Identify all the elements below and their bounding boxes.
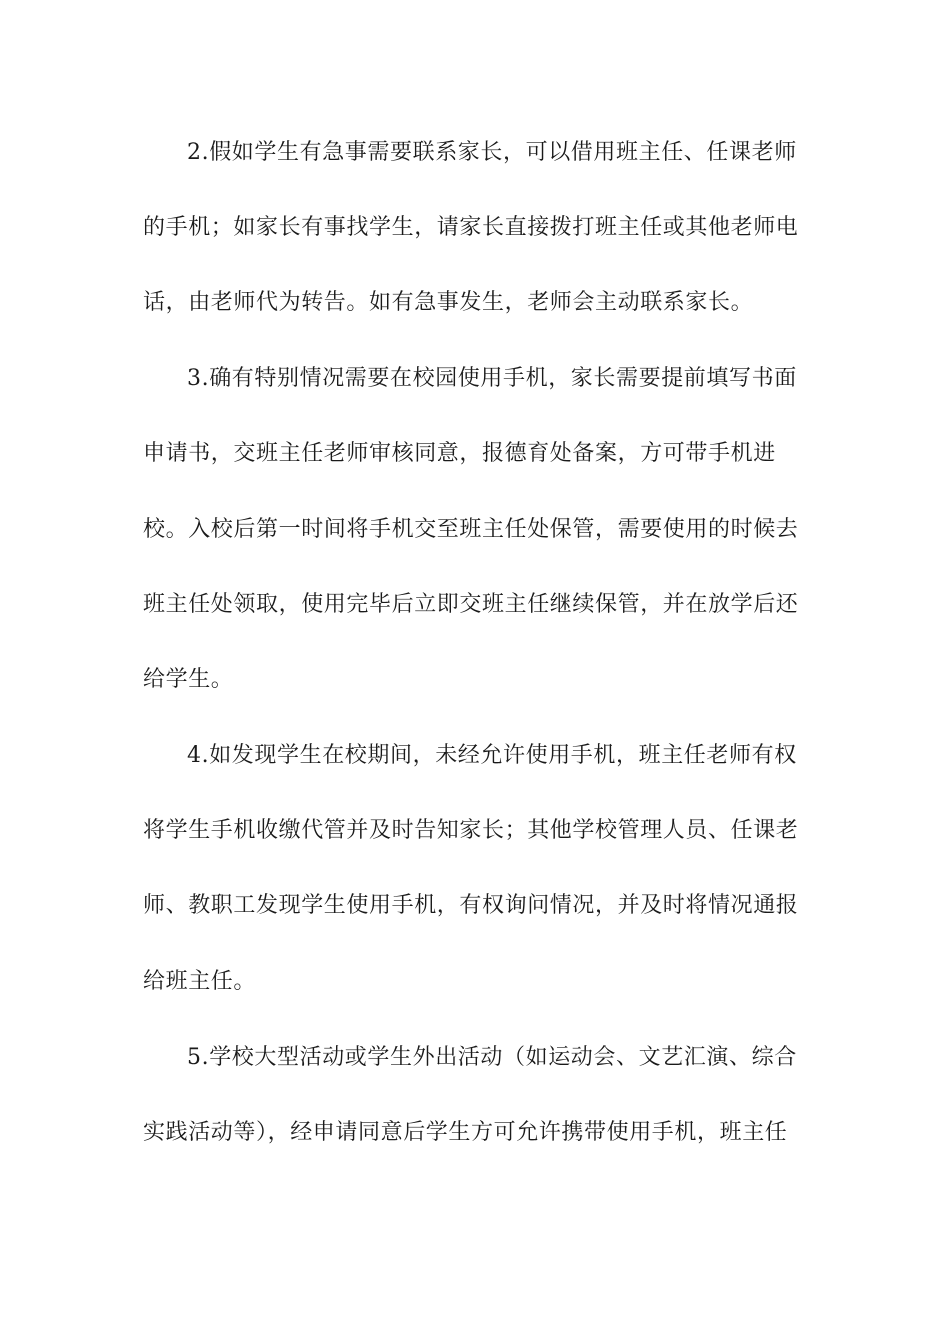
paragraph-4-line-3: 师、教职工发现学生使用手机，有权询问情况，并及时将情况通报	[143, 893, 799, 918]
paragraph-2-line-2: 的手机；如家长有事找学生，请家长直接拨打班主任或其他老师电	[143, 215, 799, 240]
paragraph-4-line-4: 给班主任。	[143, 969, 257, 994]
paragraph-5-line-1: 5.学校大型活动或学生外出活动（如运动会、文艺汇演、综合	[187, 1045, 797, 1070]
paragraph-3-line-4: 班主任处领取，使用完毕后立即交班主任继续保管，并在放学后还	[143, 592, 799, 617]
paragraph-3-line-1: 3.确有特别情况需要在校园使用手机，家长需要提前填写书面	[187, 366, 797, 391]
paragraph-5-line-2: 实践活动等），经申请同意后学生方可允许携带使用手机，班主任	[143, 1120, 788, 1145]
paragraph-2-line-3: 话，由老师代为转告。如有急事发生，老师会主动联系家长。	[143, 290, 754, 315]
paragraph-4-line-2: 将学生手机收缴代管并及时告知家长；其他学校管理人员、任课老	[143, 818, 799, 843]
paragraph-3-line-5: 给学生。	[143, 667, 234, 692]
paragraph-2-line-1: 2.假如学生有急事需要联系家长，可以借用班主任、任课老师	[187, 140, 797, 165]
paragraph-3-line-3: 校。入校后第一时间将手机交至班主任处保管，需要使用的时候去	[143, 517, 799, 542]
paragraph-4-line-1: 4.如发现学生在校期间，未经允许使用手机，班主任老师有权	[187, 743, 797, 768]
paragraph-3-line-2: 申请书，交班主任老师审核同意，报德育处备案，方可带手机进	[143, 441, 776, 466]
